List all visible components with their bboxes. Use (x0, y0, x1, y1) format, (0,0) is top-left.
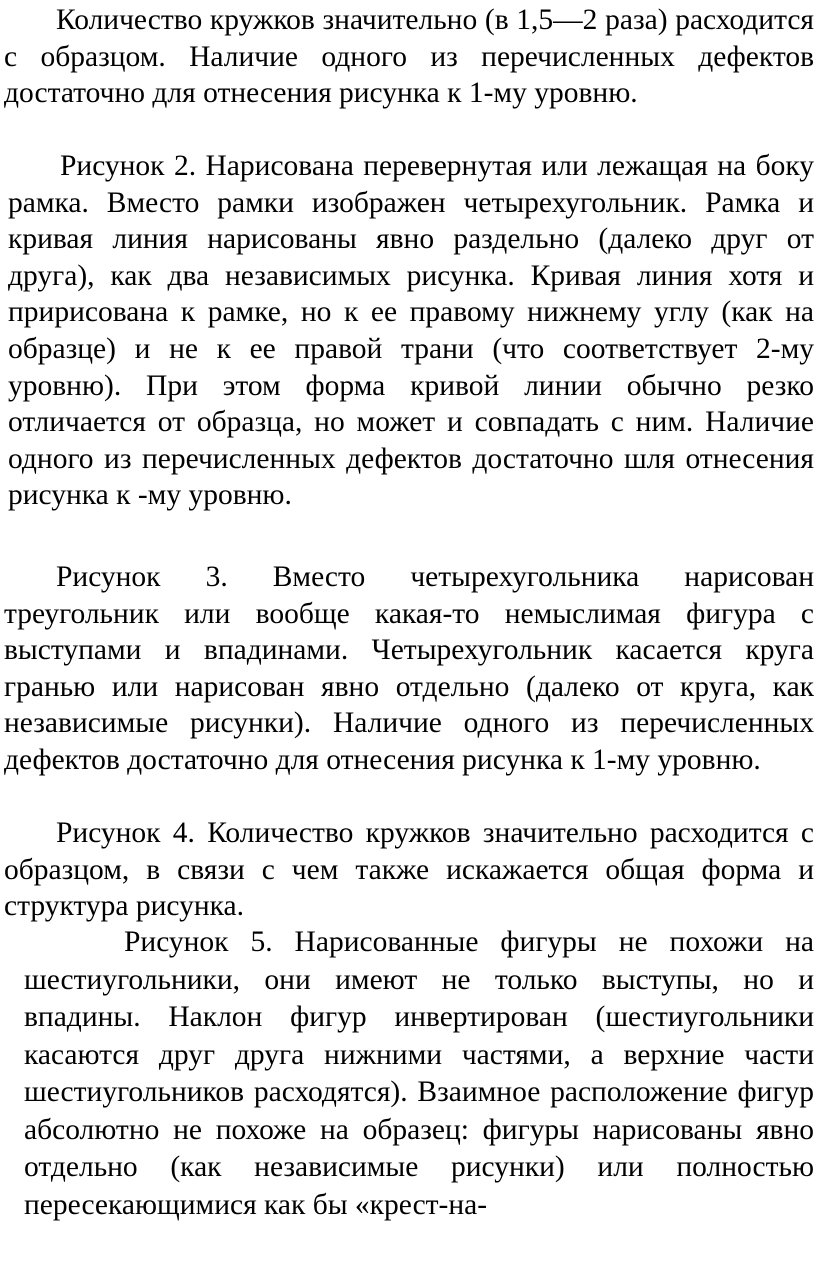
paragraph-drawing-2: Рисунок 2. Нарисована перевернутая или лежащая на боку рамка. Вместо рамки изображен четырехугольник. Рамка и кривая линия нарисованы явно раздельно (далеко друг от друга), как два независимых рисунка. Кривая линия хотя и пририсована к рамке, но к ее правому нижнему углу (как на образце) и не к ее правой трани (что соответствует 2-му уровню). При этом форма кривой линии обычно резко отличается от образца, но может и совпадать с ним. Наличие одного из перечисленных дефектов достаточно шля отнесения рисунка к -му уровню. (8, 150, 814, 512)
paragraph-drawing-4: Рисунок 4. Количество кружков значительно расходится с образцом, в связи с чем также искажается общая форма и структура рисунка. (4, 817, 814, 923)
paragraph-drawing-5: Рисунок 5. Нарисованные фигуры не похожи на шестиугольники, они имеют не только выступы, но и впадины. Наклон фигур инвертирован (шестиугольники касаются друг друга нижними частями, а верхние части шестиугольников расходятся). Взаимное расположение фигур абсолютно не похоже на образец: фигуры нарисованы явно отдельно (как независимые рисунки) или полностью пересекающимися как бы «крест-на- (24, 926, 814, 1221)
paragraph-drawing-3: Рисунок 3. Вместо четырехугольника нарисован треугольник или вообще какая-то немыслимая фигура с выступами и впадинами. Четырехугольник касается круга гранью или нарисован явно отдельно (далеко от круга, как независимые рисунки). Наличие одного из перечисленных дефектов достаточно для отнесения рисунка к 1-му уровню. (4, 561, 814, 776)
paragraph-drawing-1-end: Количество кружков значительно (в 1,5—2 раза) расходится с образцом. Наличие одного из перечисленных дефектов достаточно для отнесения рисунка к 1-му уровню. (4, 4, 814, 110)
